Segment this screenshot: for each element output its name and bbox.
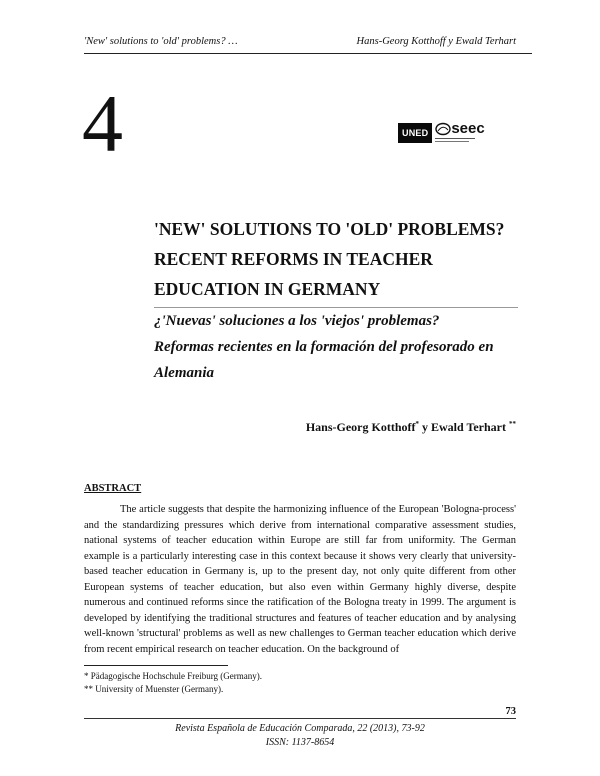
title-line-2: RECENT REFORMS IN TEACHER (154, 249, 433, 269)
subtitle-line-2: Reformas recientes en la formación del profesorado en (154, 339, 494, 355)
abstract-body (84, 502, 516, 657)
abstract-heading: ABSTRACT (84, 483, 142, 494)
author-1: Hans-Georg Kotthoff (305, 420, 416, 434)
title-line-3: EDUCATION IN GERMANY (154, 279, 381, 299)
journal-issue: 22 (2013), 73-92 (354, 723, 425, 734)
seec-swirl-icon (435, 122, 451, 136)
journal-citation (0, 723, 600, 734)
footnote-rule (84, 665, 228, 666)
chapter-number: 4 (82, 78, 123, 169)
author-1-mark: * (415, 420, 419, 428)
subtitle-line-3: Alemania (154, 365, 215, 381)
author-2-mark: ** (509, 420, 516, 428)
running-header-left: 'New' solutions to 'old' problems? … (84, 36, 238, 47)
publisher-logos (398, 122, 485, 144)
seec-caption (435, 136, 481, 144)
abstract-paragraph: The article suggests that despite the harmonizing influence of the European 'Bologna-process' and the standardizing pressures which derive from international comparative assessment studies, national systems of teacher education within Europe are still far from uniformity. The German example is a particularly interesting case in this context because it shows very clearly that university-based teacher education in Germany is, up to the present day, not only quite different from other European systems of teacher education, but also even within Germany highly diverse, despite numerous and continued reforms since the ratification of the Bologna treaty in 1999. The argument is developed by identifying the traditional structures and features of teacher education and by analysing well-known 'structural' problems as well as new challenges to German teacher education which derive from recent empirical research on teacher education. On the background of (84, 504, 516, 655)
footnote-1: * Pädagogische Hochschule Freiburg (Germany). (84, 671, 263, 681)
seec-logo: seec (435, 122, 484, 144)
uned-logo: UNED (398, 123, 432, 143)
authors-line: Hans-Georg Kotthoff* y Ewald Terhart ** (305, 420, 516, 434)
title-line-1: 'NEW' SOLUTIONS TO 'OLD' PROBLEMS? (154, 219, 505, 239)
footer-rule (84, 718, 516, 719)
subtitle-line-1: ¿'Nuevas' soluciones a los 'viejos' problemas? (154, 313, 440, 329)
journal-name: Revista Española de Educación Comparada, (175, 723, 355, 734)
title-rule (154, 307, 518, 308)
header-rule (84, 53, 532, 54)
footnote-2: ** University of Muenster (Germany). (84, 684, 224, 694)
journal-issn: ISSN: 1137-8654 (265, 737, 335, 748)
author-2: Ewald Terhart (430, 420, 506, 434)
running-header-right: Hans-Georg Kotthoff y Ewald Terhart (356, 36, 516, 47)
page-number: 73 (505, 706, 516, 717)
